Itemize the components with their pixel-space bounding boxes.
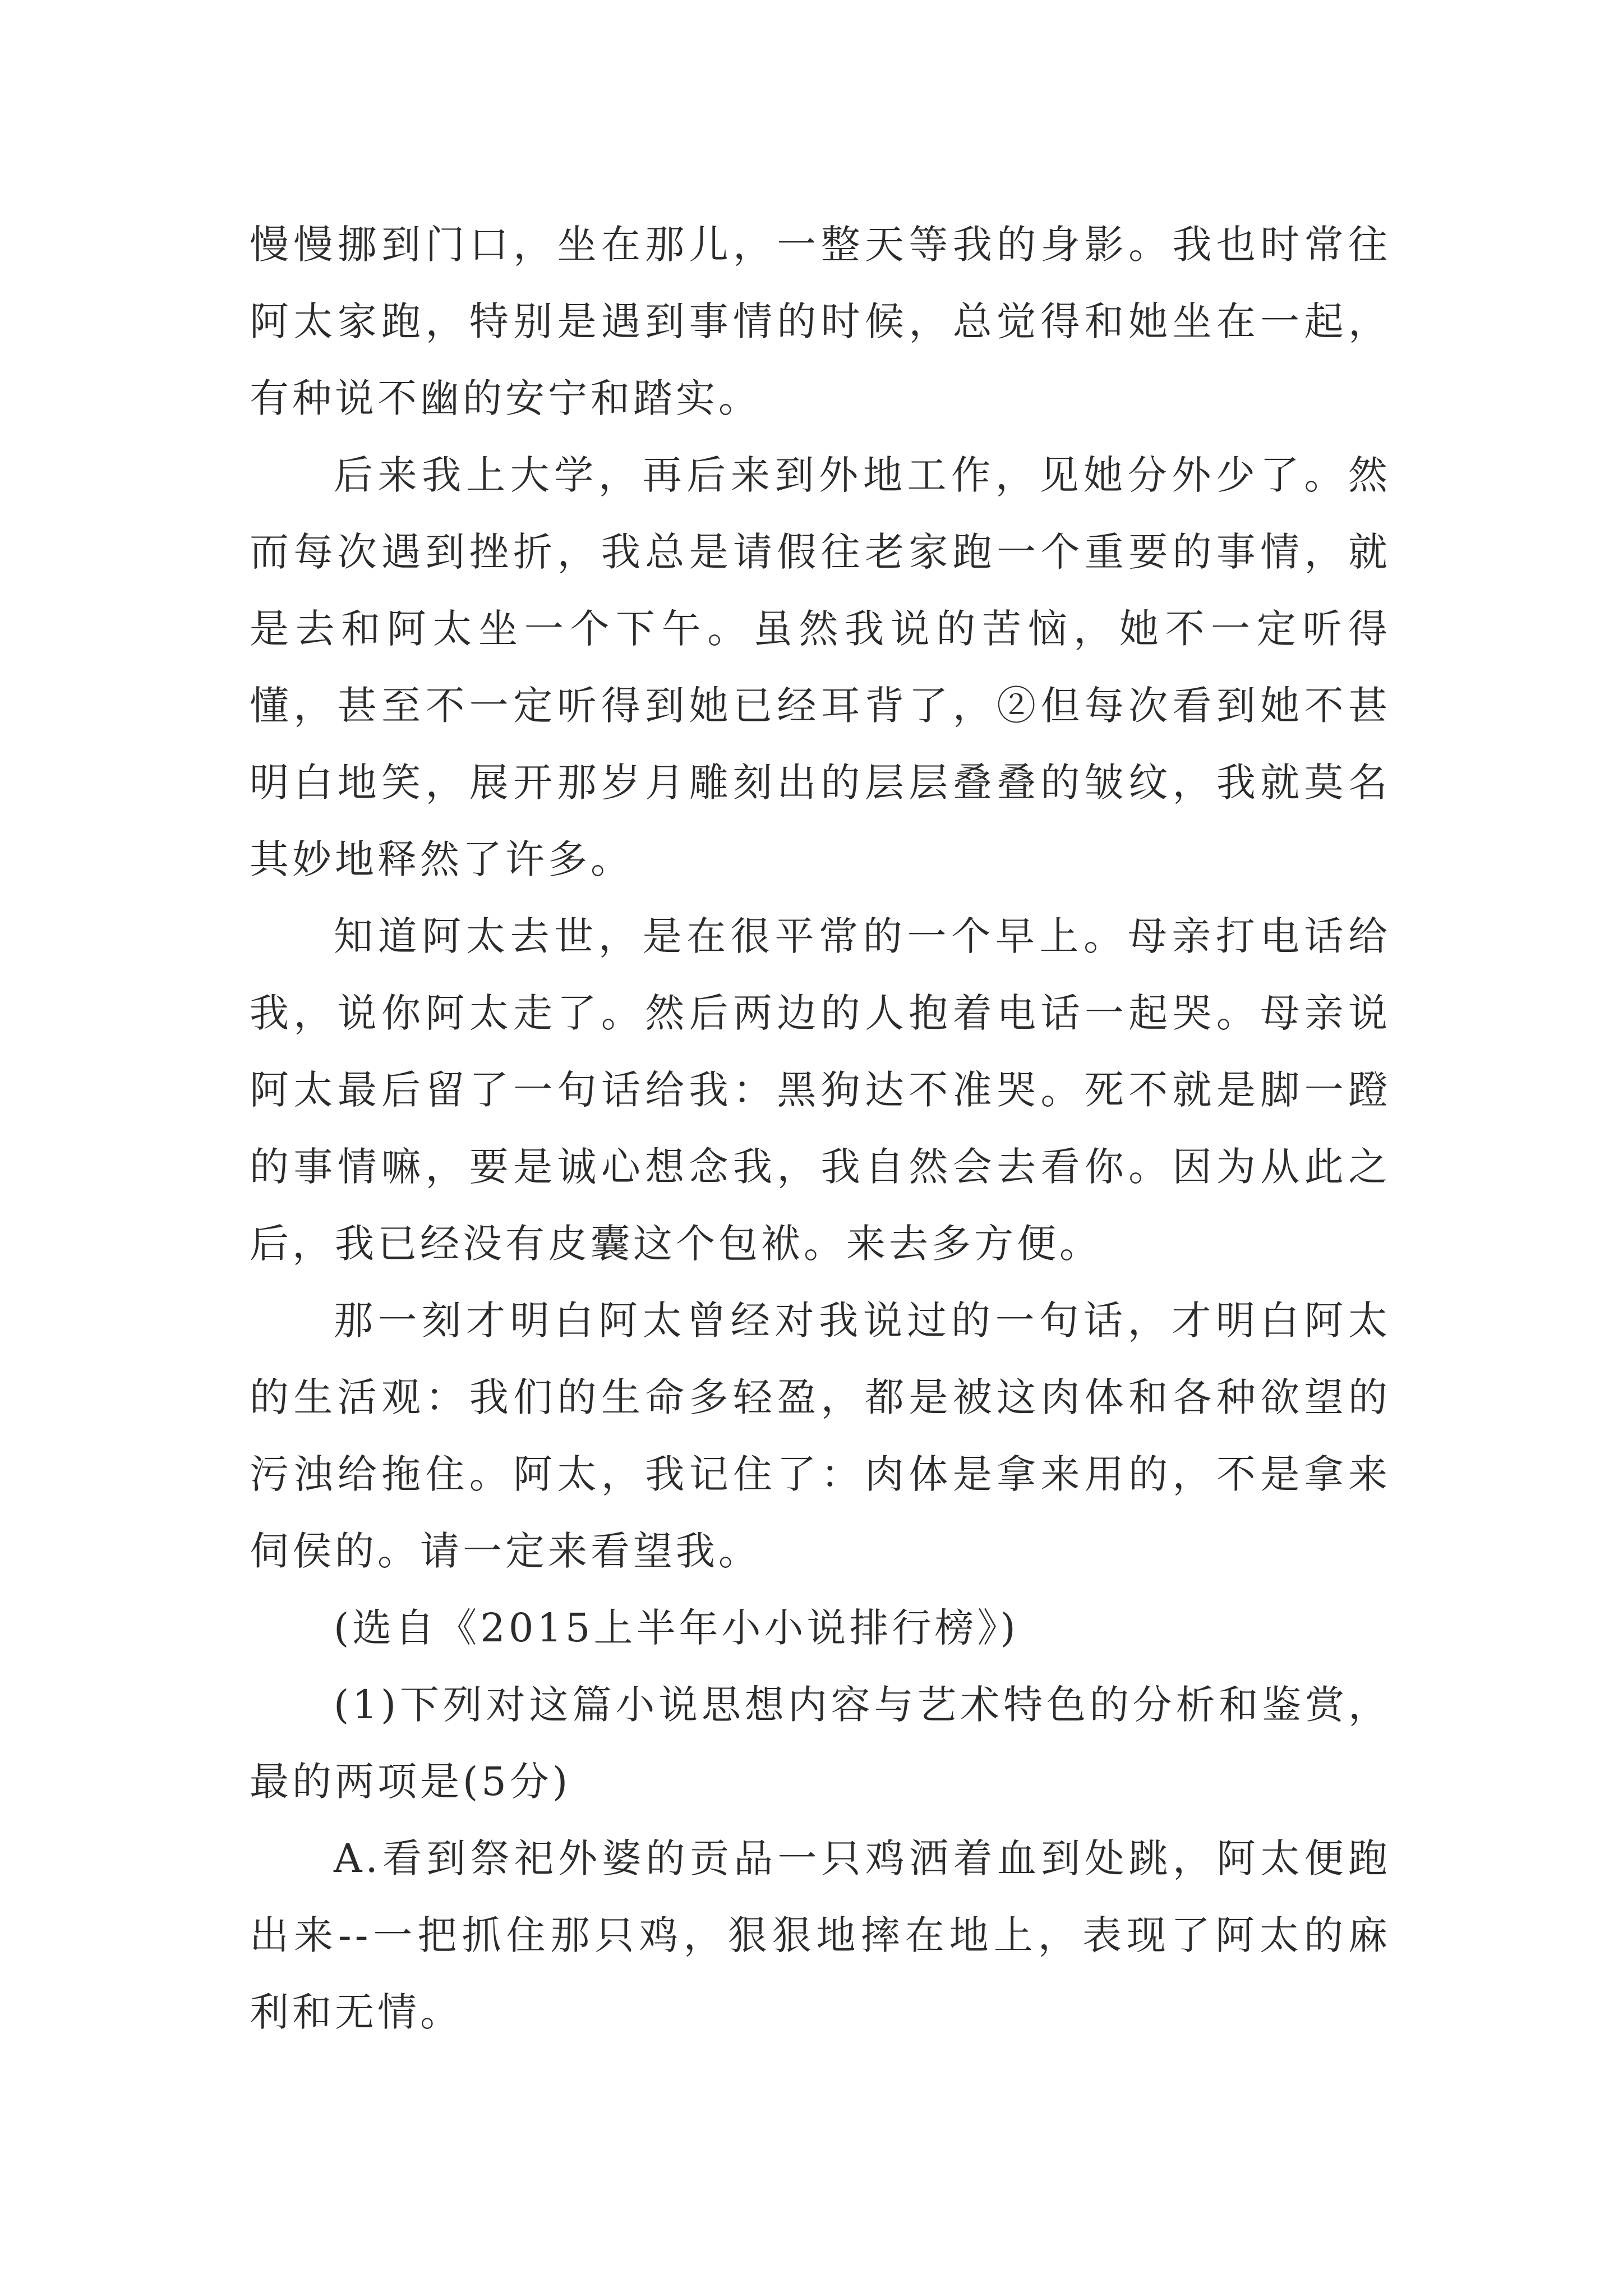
- paragraph-3: 知道阿太去世，是在很平常的一个早上。母亲打电话给我，说你阿太走了。然后两边的人抱着电话一起哭。母亲说阿太最后留了一句话给我：黑狗达不准哭。死不就是脚一蹬的事情嘛，要是诚心想念我，我自然会去看你。因为从此之后，我已经没有皮囊这个包袱。来去多方便。: [250, 913, 1391, 1267]
- paragraph-2: 后来我上大学，再后来到外地工作，见她分外少了。然而每次遇到挫折，我总是请假往老家跑一个重要的事情，就是去和阿太坐一个下午。虽然我说的苦恼，她不一定听得懂，甚至不一定听得到她已经耳背了，②但每次看到她不甚明白地笑，展开那岁月雕刻出的层层叠叠的皱纹，我就莫名其妙地释然了许多。: [250, 452, 1391, 882]
- question-1-prompt: (1)下列对这篇小说思想内容与艺术特色的分析和鉴赏，最的两项是(5分): [250, 1682, 1391, 1805]
- option-a: A.看到祭祀外婆的贡品一只鸡洒着血到处跳，阿太便跑出来--一把抓住那只鸡，狠狠地摔在地上，表现了阿太的麻利和无情。: [250, 1835, 1391, 2035]
- source-citation: (选自《2015上半年小小说排行榜》): [334, 1605, 1019, 1651]
- article-body: [250, 206, 1391, 2051]
- paragraph-1: 慢慢挪到门口，坐在那儿，一整天等我的身影。我也时常往阿太家跑，特别是遇到事情的时候，总觉得和她坐在一起，有种说不幽的安宁和踏实。: [250, 222, 1391, 421]
- paragraph-4: 那一刻才明白阿太曾经对我说过的一句话，才明白阿太的生活观：我们的生命多轻盈，都是被这肉体和各种欲望的污浊给拖住。阿太，我记住了：肉体是拿来用的，不是拿来伺侯的。请一定来看望我。: [250, 1297, 1391, 1574]
